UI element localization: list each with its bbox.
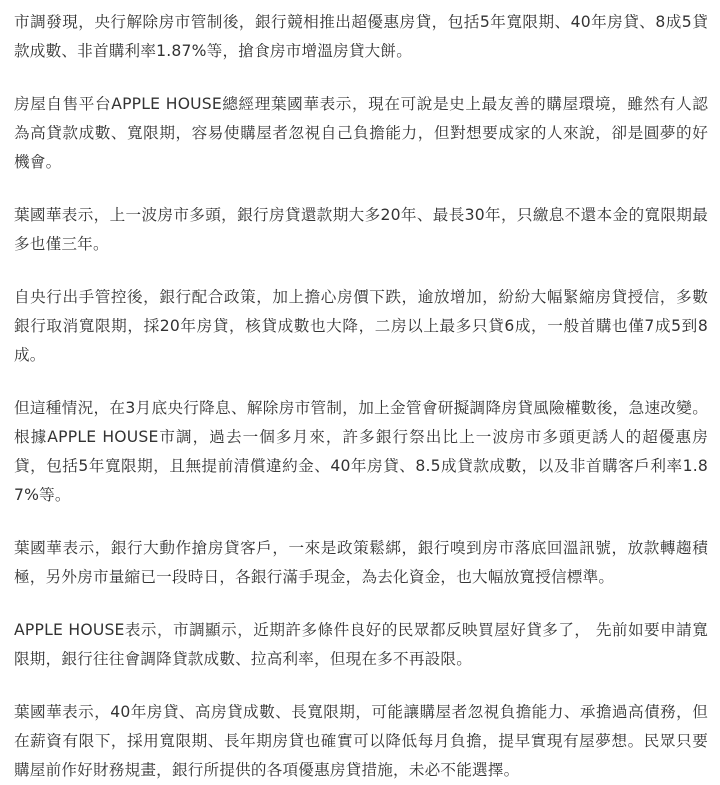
paragraph-4: 自央行出手管控後，銀行配合政策，加上擔心房價下跌，逾放增加，紛紛大幅緊縮房貸授信，多數銀行取消寬限期，採20年房貸，核貸成數也大降，二房以上最多只貸6成，一般首購也僅7成5到8成。 [14, 288, 708, 364]
paragraph-5: 但這種情況，在3月底央行降息、解除房市管制，加上金管會研擬調降房貸風險權數後，急速改變。根據APPLE HOUSE市調，過去一個多月來，許多銀行祭出比上一波房市多頭更誘人的超優惠房貸，包括5年寬限期，且無提前清償違約金、40年房貸、8.5成貸款成數，以及非首購客戶利率1.87%等。 [14, 399, 708, 504]
paragraph-8: 葉國華表示，40年房貸、高房貸成數、長寬限期，可能讓購屋者忽視負擔能力、承擔過高債務，但在薪資有限下，採用寬限期、長年期房貸也確實可以降低每月負擔，提早實現有屋夢想。民眾只要購屋前作好財務規畫，銀行所提供的各項優惠房貸措施，未必不能選擇。 [14, 703, 708, 779]
paragraph-3: 葉國華表示，上一波房市多頭，銀行房貸還款期大多20年、最長30年，只繳息不還本金的寬限期最多也僅三年。 [14, 206, 708, 253]
paragraph-1: 市調發現，央行解除房市管制後，銀行競相推出超優惠房貸，包括5年寬限期、40年房貸、8成5貸款成數、非首購利率1.87%等，搶食房市增溫房貸大餅。 [14, 13, 708, 60]
paragraph-2: 房屋自售平台APPLE HOUSE總經理葉國華表示，現在可說是史上最友善的購屋環境，雖然有人認為高貸款成數、寬限期，容易使購屋者忽視自己負擔能力，但對想要成家的人來說，卻是圓夢的好機會。 [14, 95, 708, 171]
paragraph-6: 葉國華表示，銀行大動作搶房貸客戶，一來是政策鬆綁，銀行嗅到房市落底回溫訊號，放款轉趨積極，另外房市量縮已一段時日，各銀行滿手現金，為去化資金，也大幅放寬授信標準。 [14, 539, 708, 586]
paragraph-7: APPLE HOUSE表示，市調顯示，近期許多條件良好的民眾都反映買屋好貸多了， 先前如要申請寬限期，銀行往往會調降貸款成數、拉高利率，但現在多不再設限。 [14, 621, 708, 668]
